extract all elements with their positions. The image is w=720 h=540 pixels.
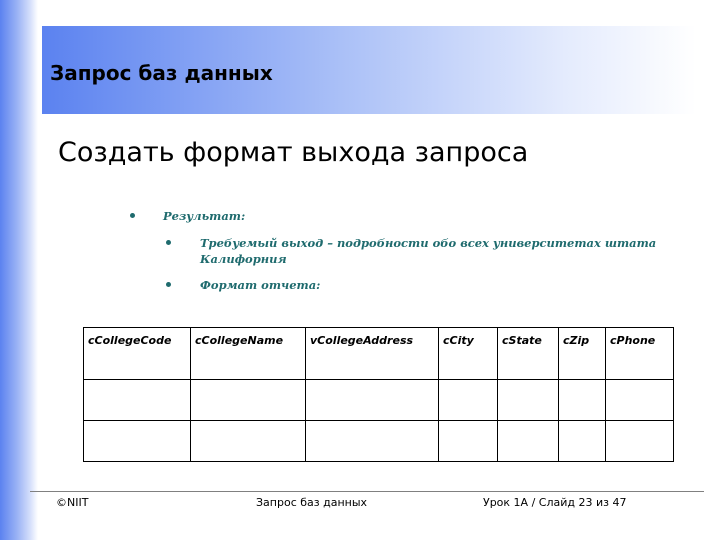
- header-title: Запрос баз данных: [50, 61, 273, 85]
- table-cell: [191, 421, 306, 462]
- table-cell: [498, 380, 559, 421]
- bullet-required-output: [200, 235, 656, 267]
- bullet-required-output-line2: Калифорния: [200, 252, 287, 266]
- table-row: [84, 380, 674, 421]
- table-cell: [191, 380, 306, 421]
- table-cell: [439, 421, 498, 462]
- table-row: [84, 421, 674, 462]
- bullet-required-output-line1: Требуемый выход – подробности обо всех университетах штата: [200, 236, 657, 250]
- column-header: cCity: [439, 328, 498, 380]
- footer-slide-number: Урок 1А / Слайд 23 из 47: [483, 496, 627, 509]
- table-header-row: [84, 328, 674, 380]
- slide-title: Создать формат выхода запроса: [58, 137, 529, 168]
- table-cell: [84, 380, 191, 421]
- left-gradient-bar: [0, 0, 38, 540]
- table-cell: [439, 380, 498, 421]
- report-format-table: [83, 327, 674, 462]
- bullet-dot: [166, 240, 171, 245]
- footer-divider: [30, 491, 704, 492]
- bullet-result: Результат:: [163, 209, 246, 223]
- table-cell: [306, 421, 439, 462]
- bullet-dot: [166, 282, 171, 287]
- column-header: vCollegeAddress: [306, 328, 439, 380]
- column-header: cZip: [559, 328, 606, 380]
- column-header: cCollegeCode: [84, 328, 191, 380]
- footer-copyright: ©NIIT: [56, 496, 89, 509]
- bullet-dot: [130, 213, 135, 218]
- table-cell: [559, 380, 606, 421]
- column-header: cCollegeName: [191, 328, 306, 380]
- column-header: cPhone: [606, 328, 674, 380]
- bullet-report-format: Формат отчета:: [200, 278, 321, 292]
- table-cell: [84, 421, 191, 462]
- table-cell: [498, 421, 559, 462]
- table-cell: [606, 421, 674, 462]
- column-header: cState: [498, 328, 559, 380]
- footer-course-title: Запрос баз данных: [256, 496, 368, 509]
- table-cell: [606, 380, 674, 421]
- table-cell: [559, 421, 606, 462]
- table-cell: [306, 380, 439, 421]
